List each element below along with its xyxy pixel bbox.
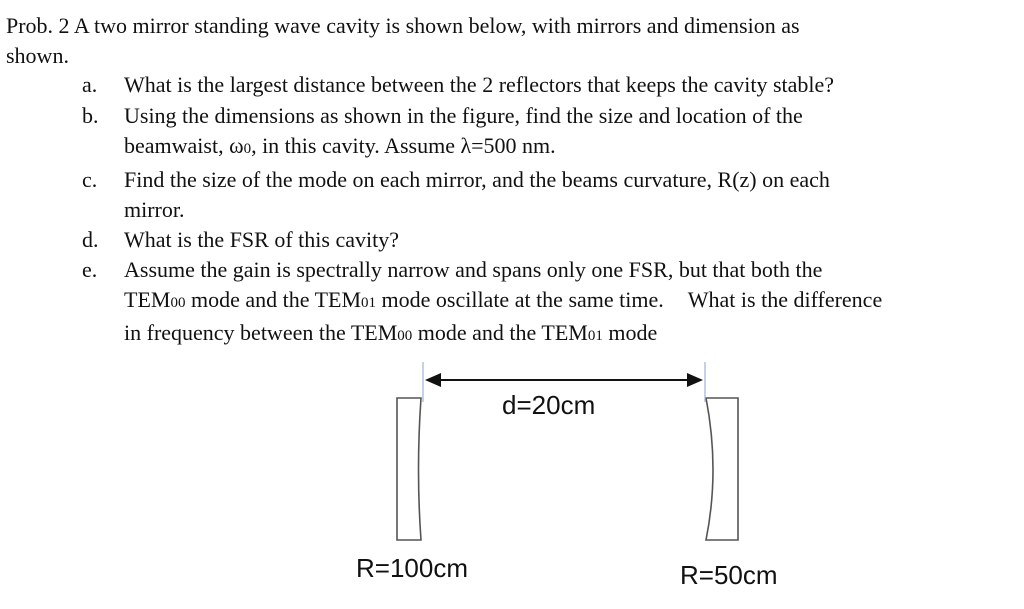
item-marker-b: b. (82, 103, 99, 128)
item-e-line3-end: mode (602, 320, 658, 345)
right-mirror (706, 398, 738, 540)
item-e-line1: Assume the gain is spectrally narrow and spans only one FSR, but that both the (124, 257, 823, 282)
item-marker-d: d. (82, 227, 99, 252)
item-marker-a: a. (82, 72, 98, 97)
tem00-subscript: 00 (170, 295, 186, 311)
item-b-line1: Using the dimensions as shown in the figure, find the size and location of the (124, 103, 803, 128)
item-c-line2: mirror. (124, 197, 185, 222)
arrowhead-right (687, 373, 703, 387)
omega-subscript: 0 (243, 141, 252, 157)
item-marker-c: c. (82, 167, 98, 192)
item-a-line1: What is the largest distance between the 2 reflectors that keeps the cavity stable? (124, 72, 835, 97)
item-e-line2-end: mode oscillate at the same time. (376, 287, 664, 312)
item-c-line1: Find the size of the mode on each mirror, and the beams curvature, R(z) on each (124, 167, 830, 192)
left-mirror-radius-label: R=100cm (356, 553, 468, 583)
problem-statement-line1: Prob. 2 A two mirror standing wave cavity is shown below, with mirrors and dimension as (6, 13, 800, 38)
item-e-line3-mid: mode and the TEM (412, 320, 588, 345)
arrowhead-left (425, 373, 441, 387)
item-e-line2-tail: What is the difference (687, 287, 883, 312)
tem-text: TEM (124, 287, 171, 312)
right-mirror-radius-label: R=50cm (680, 560, 778, 590)
item-marker-e: e. (82, 257, 98, 282)
tem00-subscript-2: 00 (397, 328, 413, 344)
problem-statement-line2: shown. (6, 43, 69, 68)
item-d-line1: What is the FSR of this cavity? (124, 227, 399, 252)
item-b-line2-text: beamwaist, ω (124, 133, 244, 158)
tem01-subscript: 01 (361, 295, 377, 311)
item-b-line2-rest: , in this cavity. Assume λ=500 nm. (251, 133, 556, 158)
left-mirror (397, 398, 421, 540)
tem01-subscript-2: 01 (587, 328, 603, 344)
distance-label: d=20cm (502, 390, 596, 420)
item-e-line2-mid: mode and the TEM (185, 287, 362, 312)
item-e-line3-start: in frequency between the TEM (124, 320, 398, 345)
